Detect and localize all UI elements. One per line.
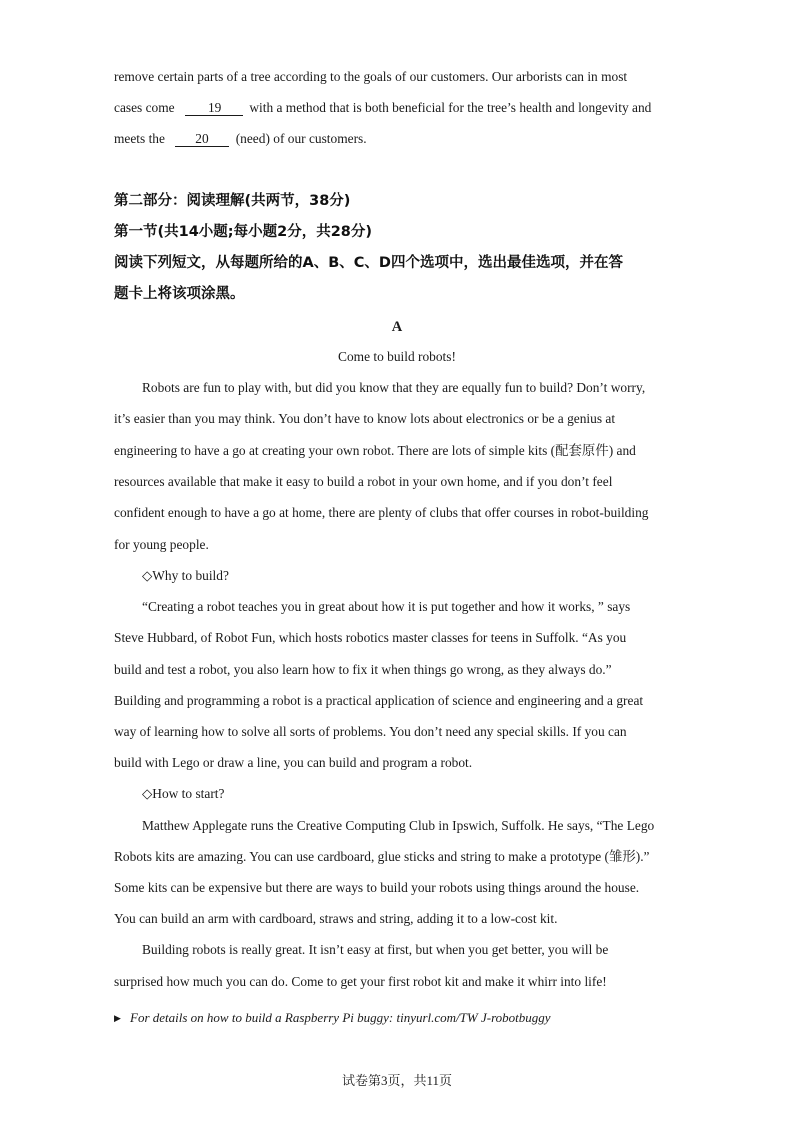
passage-line: Robots kits are amazing. You can use cardboard, glue sticks and string to make a prototype (雏形).” xyxy=(114,849,650,864)
passage-line: Some kits can be expensive but there are ways to build your robots using things around the house. xyxy=(114,880,640,895)
cloze-line-2 xyxy=(114,99,684,117)
passage-line: it’s easier than you may think. You don’t have to know lots about electronics or be a genius at xyxy=(114,411,616,426)
cloze-line-2-start: cases come xyxy=(114,100,175,115)
part-two-heading: 第二部分：阅读理解(共两节，38分) xyxy=(114,193,351,209)
passage-line: surprised how much you can do. Come to get your first robot kit and make it whirr into life! xyxy=(114,974,607,989)
subheading-how-to-start: ◇How to start? xyxy=(142,786,225,801)
passage-line: You can build an arm with cardboard, straws and string, adding it to a low-cost kit. xyxy=(114,911,558,926)
section-one-heading: 第一节(共14小题;每小题2分，共28分) xyxy=(114,224,372,240)
cloze-line-3-end: (need) of our customers. xyxy=(235,131,367,146)
passage-line: build with Lego or draw a line, you can build and program a robot. xyxy=(114,755,473,770)
cloze-blank-19: 19 xyxy=(185,100,243,116)
cloze-line-1: remove certain parts of a tree according to the goals of our customers. Our arborists can in most xyxy=(114,69,628,84)
passage-line: Building and programming a robot is a practical application of science and engineering and a great xyxy=(114,693,644,708)
passage-line: Robots are fun to play with, but did you know that they are equally fun to build? Don’t worry, xyxy=(142,380,646,395)
subheading-why-to-build: ◇Why to build? xyxy=(142,568,229,583)
passage-line: way of learning how to solve all sorts of problems. You don’t need any special skills. If you can xyxy=(114,724,627,739)
passage-line: Matthew Applegate runs the Creative Computing Club in Ipswich, Suffolk. He says, “The Lego xyxy=(142,818,655,833)
passage-line: resources available that make it easy to build a robot in your own home, and if you don’t feel xyxy=(114,474,613,489)
passage-line: engineering to have a go at creating your own robot. There are lots of simple kits (配套原件) and xyxy=(114,443,636,458)
cloze-line-3 xyxy=(114,130,684,148)
cloze-line-2-end: with a method that is both beneficial for the tree’s health and longevity and xyxy=(249,100,652,115)
passage-letter: A xyxy=(391,319,403,335)
cloze-line-3-start: meets the xyxy=(114,131,165,146)
passage-line: “Creating a robot teaches you in great about how it is put together and how it works, ” says xyxy=(142,599,631,614)
passage-line: Building robots is really great. It isn’t easy at first, but when you get better, you will be xyxy=(142,942,609,957)
passage-line: confident enough to have a go at home, there are plenty of clubs that offer courses in robot-building xyxy=(114,505,649,520)
passage-line: build and test a robot, you also learn how to fix it when things go wrong, as they always do.” xyxy=(114,662,612,677)
passage-line: Steve Hubbard, of Robot Fun, which hosts robotics master classes for teens in Suffolk. “As you xyxy=(114,630,627,645)
instruction-line-2: 题卡上将该项涂黑。 xyxy=(114,286,245,302)
cloze-blank-20: 20 xyxy=(175,131,229,147)
passage-title: Come to build robots! xyxy=(338,349,456,364)
passage-line: for young people. xyxy=(114,537,209,552)
source-note-text: For details on how to build a Raspberry Pi buggy: tinyurl.com/TW J-robotbuggy xyxy=(130,1010,551,1025)
instruction-line-1: 阅读下列短文，从每题所给的A、B、C、D四个选项中，选出最佳选项，并在答 xyxy=(114,255,623,271)
page-number: 试卷第3页，共11页 xyxy=(341,1073,453,1088)
triangle-bullet-icon: ▶ xyxy=(114,1013,121,1023)
source-note xyxy=(114,1009,551,1027)
